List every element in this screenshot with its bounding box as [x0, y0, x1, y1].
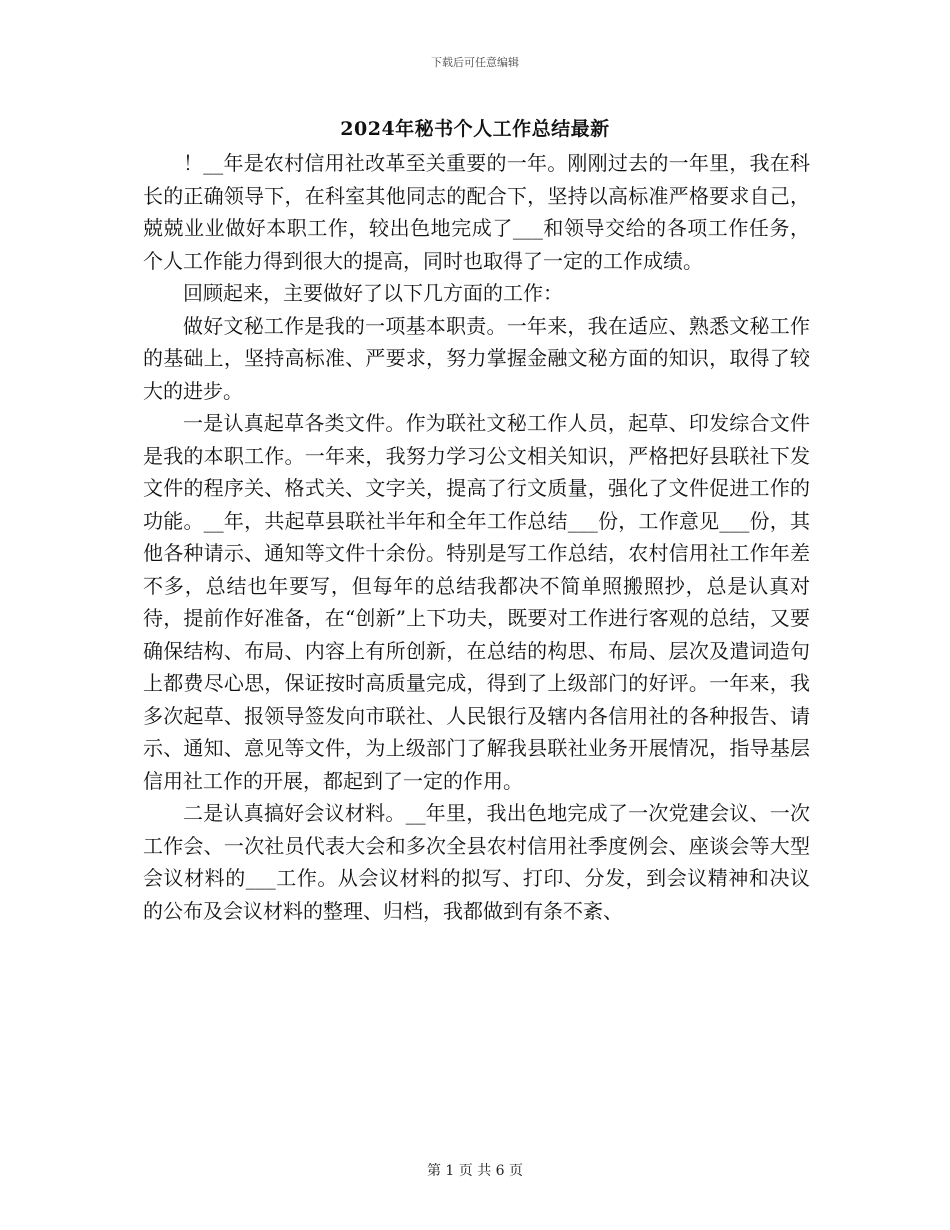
- paragraph-intro: ！__年是农村信用社改革至关重要的一年。刚刚过去的一年里，我在科长的正确领导下，在科室其他同志的配合下，坚持以高标准严格要求自己，兢兢业业做好本职工作，较出色地完成了___和领导交给的各项工作任务，个人工作能力得到很大的提高，同时也取得了一定的工作成绩。: [143, 151, 810, 273]
- document-title: 2024年秘书个人工作总结最新: [340, 118, 610, 140]
- paragraph-drafting-documents: 一是认真起草各类文件。作为联社文秘工作人员，起草、印发综合文件是我的本职工作。一年来，我努力学习公文相关知识，严格把好县联社下发文件的程序关、格式关、文字关，提高了行文质量，强化了文件促进工作的功能。__年，共起草县联社半年和全年工作总结___份，工作意见___份，其他各种请示、通知等文件十余份。特别是写工作总结，农村信用社工作年差不多，总结也年要写，但每年的总结我都决不简单照搬照抄，总是认真对待，提前作好准备，在“创新”上下功夫，既要对工作进行客观的总结，又要确保结构、布局、内容上有所创新，在总结的构思、布局、层次及遣词造句上都费尽心思，保证按时高质量完成，得到了上级部门的好评。一年来，我多次起草、报领导签发向市联社、人民银行及辖内各信用社的各种报告、请示、通知、意见等文件，为上级部门了解我县联社业务开展情况，指导基层信用社工作的开展，都起到了一定的作用。: [143, 411, 810, 793]
- document-body: [143, 147, 810, 927]
- page-number-footer: 第 1 页 共 6 页: [426, 1163, 524, 1179]
- page-header-note: 下载后可任意编辑: [431, 56, 519, 69]
- paragraph-meeting-materials: 二是认真搞好会议材料。__年里，我出色地完成了一次党建会议、一次工作会、一次社员代表大会和多次全县农村信用社季度例会、座谈会等大型会议材料的___工作。从会议材料的拟写、打印、分发，到会议精神和决议的公布及会议材料的整理、归档，我都做到有条不紊、: [143, 801, 810, 923]
- paragraph-review: 回顾起来，主要做好了以下几方面的工作：: [183, 281, 563, 305]
- paragraph-secretarial-duty: 做好文秘工作是我的一项基本职责。一年来，我在适应、熟悉文秘工作的基础上，坚持高标准、严要求，努力掌握金融文秘方面的知识，取得了较大的进步。: [143, 313, 810, 403]
